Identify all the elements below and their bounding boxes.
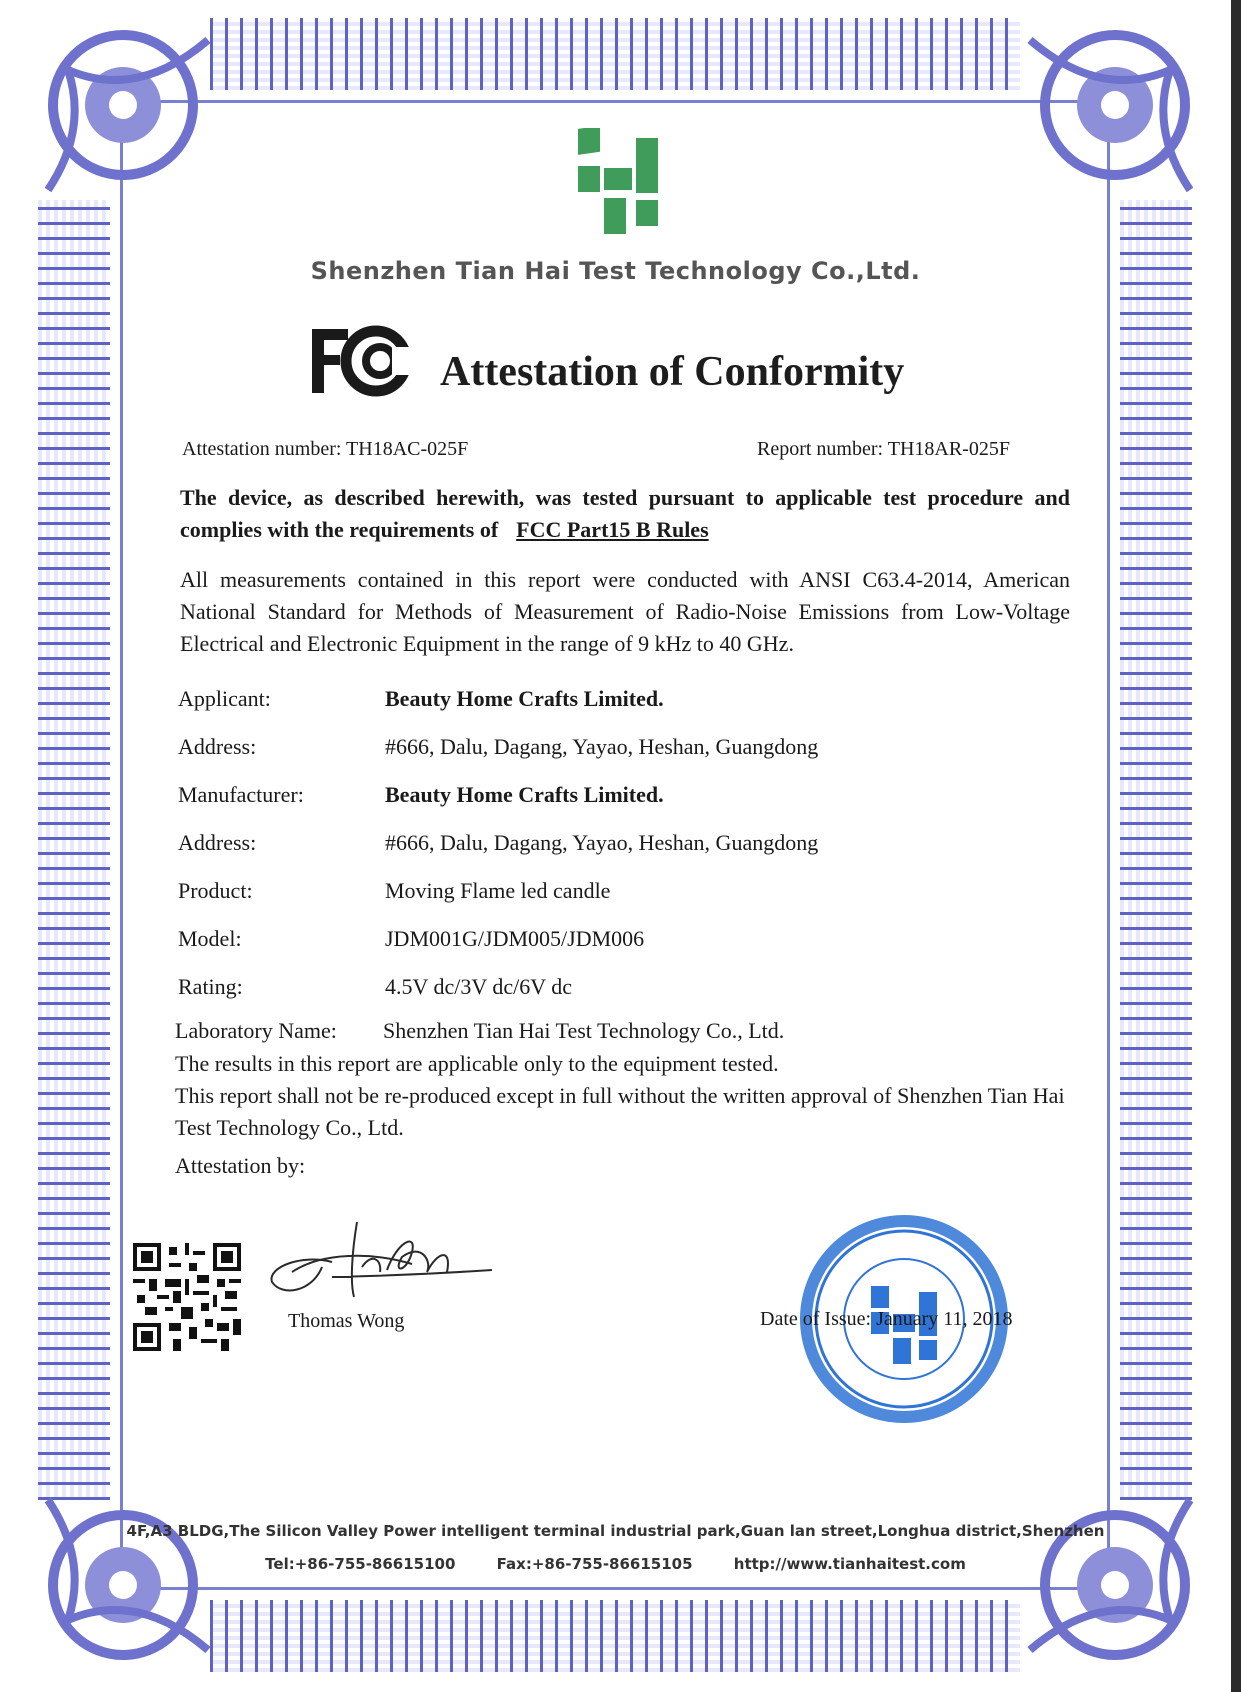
border-bottom <box>210 1600 1020 1672</box>
footer-contact <box>0 1555 1231 1573</box>
border-left <box>38 200 110 1500</box>
page-title: Attestation of Conformity <box>440 349 905 395</box>
field-label: Model: <box>178 926 242 951</box>
footer-tel: Tel:+86-755-86615100 <box>265 1555 456 1573</box>
border-top <box>210 18 1020 90</box>
measurement-paragraph: All measurements contained in this report were conducted with ANSI C63.4-2014, American National Standard for Methods of Measurement of Radio-Noise Emissions from Low-Voltage Electrical and Electronic Equipment in the range of 9 kHz to 40 GHz. <box>180 567 1070 656</box>
statement-text: The device, as described herewith, was tested pursuant to applicable test procedure and complies with the requirements of <box>180 485 1070 542</box>
field-label: Laboratory Name: <box>175 1018 337 1043</box>
footer-address: 4F,A3 BLDG,The Silicon Valley Power intelligent terminal industrial park,Guan lan street,Longhua district,Shenzhen <box>126 1522 1105 1540</box>
field-label: Address: <box>178 830 257 855</box>
field-value: Beauty Home Crafts Limited. <box>385 782 664 807</box>
note-reproduction: This report shall not be re-produced except in full without the written approval of Shenzhen Tian Hai Test Technology Co., Ltd. <box>175 1083 1065 1140</box>
footer-web[interactable]: http://www.tianhaitest.com <box>733 1555 966 1573</box>
field-label: Rating: <box>178 974 243 999</box>
field-label: Manufacturer: <box>178 782 304 807</box>
tianhai-logo-icon <box>570 128 665 238</box>
attestation-number: Attestation number: TH18AC-025F <box>182 438 469 460</box>
corner-ornament-icon <box>28 1470 238 1680</box>
field-value: Shenzhen Tian Hai Test Technology Co., Ltd. <box>383 1018 785 1043</box>
note-results: The results in this report are applicable only to the equipment tested. <box>175 1051 779 1076</box>
signer-name: Thomas Wong <box>288 1310 405 1332</box>
corner-ornament-icon <box>1000 1470 1210 1680</box>
fcc-logo-icon <box>310 325 410 397</box>
field-value: 4.5V dc/3V dc/6V dc <box>385 974 572 999</box>
corner-ornament-icon <box>1000 10 1210 220</box>
signature-icon <box>262 1212 502 1312</box>
compliance-statement <box>180 482 1070 546</box>
field-label: Product: <box>178 878 253 903</box>
page-edge <box>1231 0 1241 1692</box>
field-value: #666, Dalu, Dagang, Yayao, Heshan, Guangdong <box>385 830 819 855</box>
report-number: Report number: TH18AR-025F <box>757 438 1010 460</box>
field-label: Address: <box>178 734 257 759</box>
statement-rules: FCC Part15 B Rules <box>516 517 709 542</box>
field-value: JDM001G/JDM005/JDM006 <box>385 926 645 951</box>
qr-code-icon <box>133 1243 241 1351</box>
field-value: #666, Dalu, Dagang, Yayao, Heshan, Guangdong <box>385 734 819 759</box>
field-value: Moving Flame led candle <box>385 878 611 903</box>
border-right <box>1120 200 1192 1500</box>
field-value: Beauty Home Crafts Limited. <box>385 686 664 711</box>
company-name: Shenzhen Tian Hai Test Technology Co.,Ltd. <box>310 257 921 285</box>
field-label: Applicant: <box>178 686 271 711</box>
corner-ornament-icon <box>28 10 238 220</box>
footer-fax: Fax:+86-755-86615105 <box>496 1555 693 1573</box>
date-of-issue: Date of Issue: January 11, 2018 <box>760 1308 1013 1330</box>
attestation-by-label: Attestation by: <box>175 1153 306 1178</box>
